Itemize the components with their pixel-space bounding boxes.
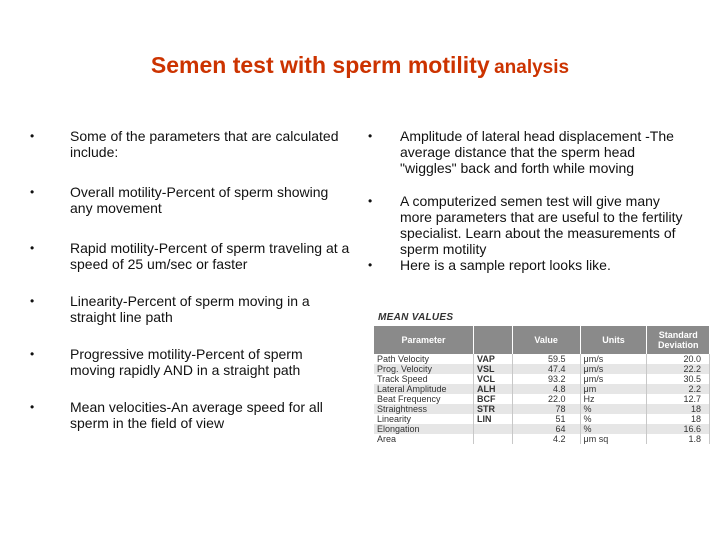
bullet-icon: • bbox=[368, 258, 373, 272]
cell-value: 64 bbox=[512, 424, 580, 434]
table-row bbox=[374, 404, 710, 414]
list-item: • Some of the parameters that are calculated include: bbox=[30, 128, 339, 160]
table-header-row bbox=[374, 326, 710, 354]
list-item: • Here is a sample report looks like. bbox=[368, 257, 611, 273]
cell-parameter: Straightness bbox=[374, 404, 473, 414]
cell-units: μm/s bbox=[580, 354, 647, 364]
cell-sd: 2.2 bbox=[647, 384, 710, 394]
cell-units: Hz bbox=[580, 394, 647, 404]
list-item: • Rapid motility-Percent of sperm traveling at a speed of 25 um/sec or faster bbox=[30, 240, 350, 272]
bullet-icon: • bbox=[368, 194, 373, 208]
table-row bbox=[374, 384, 710, 394]
cell-sd: 12.7 bbox=[647, 394, 710, 404]
title-rest: analysis bbox=[494, 57, 570, 78]
cell-code: STR bbox=[473, 404, 512, 414]
cell-code bbox=[473, 434, 512, 444]
cell-code: BCF bbox=[473, 394, 512, 404]
cell-code: VAP bbox=[473, 354, 512, 364]
cell-parameter: Lateral Amplitude bbox=[374, 384, 473, 394]
cell-sd: 22.2 bbox=[647, 364, 710, 374]
cell-sd: 20.0 bbox=[647, 354, 710, 364]
list-item: • Linearity-Percent of sperm moving in a straight line path bbox=[30, 293, 310, 325]
table-row bbox=[374, 364, 710, 374]
slide-title bbox=[0, 52, 720, 79]
cell-parameter: Beat Frequency bbox=[374, 394, 473, 404]
list-item: • Overall motility-Percent of sperm showing any movement bbox=[30, 184, 329, 216]
right-bullet-list bbox=[368, 128, 688, 273]
cell-units: % bbox=[580, 414, 647, 424]
cell-parameter: Prog. Velocity bbox=[374, 364, 473, 374]
table-row bbox=[374, 434, 710, 444]
list-item: • Amplitude of lateral head displacement -The average distance that the sperm head "wiggles" back and forth while moving bbox=[368, 128, 674, 176]
cell-sd: 16.6 bbox=[647, 424, 710, 434]
cell-value: 93.2 bbox=[512, 374, 580, 384]
report-body bbox=[374, 354, 710, 444]
cell-value: 47.4 bbox=[512, 364, 580, 374]
cell-code: ALH bbox=[473, 384, 512, 394]
cell-code: LIN bbox=[473, 414, 512, 424]
report-table bbox=[374, 326, 710, 444]
table-row bbox=[374, 394, 710, 404]
cell-units: % bbox=[580, 424, 647, 434]
sample-report bbox=[368, 312, 718, 462]
cell-units: μm/s bbox=[580, 364, 647, 374]
column-header: Units bbox=[580, 326, 647, 354]
cell-parameter: Linearity bbox=[374, 414, 473, 424]
list-item: • Mean velocities-An average speed for all sperm in the field of view bbox=[30, 399, 323, 431]
cell-code bbox=[473, 424, 512, 434]
column-header bbox=[473, 326, 512, 354]
cell-sd: 30.5 bbox=[647, 374, 710, 384]
table-row bbox=[374, 414, 710, 424]
cell-sd: 18 bbox=[647, 414, 710, 424]
bullet-icon: • bbox=[30, 185, 35, 199]
table-row bbox=[374, 374, 710, 384]
cell-sd: 18 bbox=[647, 404, 710, 414]
cell-value: 4.2 bbox=[512, 434, 580, 444]
table-row bbox=[374, 354, 710, 364]
bullet-icon: • bbox=[30, 347, 35, 361]
cell-value: 22.0 bbox=[512, 394, 580, 404]
cell-units: μm/s bbox=[580, 374, 647, 384]
report-heading: MEAN VALUES bbox=[378, 312, 454, 323]
cell-units: μm bbox=[580, 384, 647, 394]
column-header: Value bbox=[512, 326, 580, 354]
bullet-icon: • bbox=[30, 294, 35, 308]
cell-value: 4.8 bbox=[512, 384, 580, 394]
bullet-icon: • bbox=[30, 129, 35, 143]
table-row bbox=[374, 424, 710, 434]
cell-units: μm sq bbox=[580, 434, 647, 444]
list-item: • A computerized semen test will give many more parameters that are useful to the fertility specialist. Learn about the measurements of sperm motility bbox=[368, 193, 683, 257]
bullet-icon: • bbox=[30, 400, 35, 414]
title-main: Semen test with sperm motility bbox=[150, 52, 490, 78]
cell-value: 78 bbox=[512, 404, 580, 414]
cell-parameter: Area bbox=[374, 434, 473, 444]
cell-sd: 1.8 bbox=[647, 434, 710, 444]
cell-parameter: Elongation bbox=[374, 424, 473, 434]
cell-code: VSL bbox=[473, 364, 512, 374]
list-item: • Progressive motility-Percent of sperm moving rapidly AND in a straight path bbox=[30, 346, 303, 378]
bullet-icon: • bbox=[30, 241, 35, 255]
cell-value: 59.5 bbox=[512, 354, 580, 364]
column-header: Standard Deviation bbox=[647, 326, 710, 354]
cell-parameter: Track Speed bbox=[374, 374, 473, 384]
column-header: Parameter bbox=[374, 326, 473, 354]
bullet-icon: • bbox=[368, 129, 373, 143]
cell-parameter: Path Velocity bbox=[374, 354, 473, 364]
left-bullet-list bbox=[30, 128, 350, 431]
cell-value: 51 bbox=[512, 414, 580, 424]
cell-code: VCL bbox=[473, 374, 512, 384]
cell-units: % bbox=[580, 404, 647, 414]
